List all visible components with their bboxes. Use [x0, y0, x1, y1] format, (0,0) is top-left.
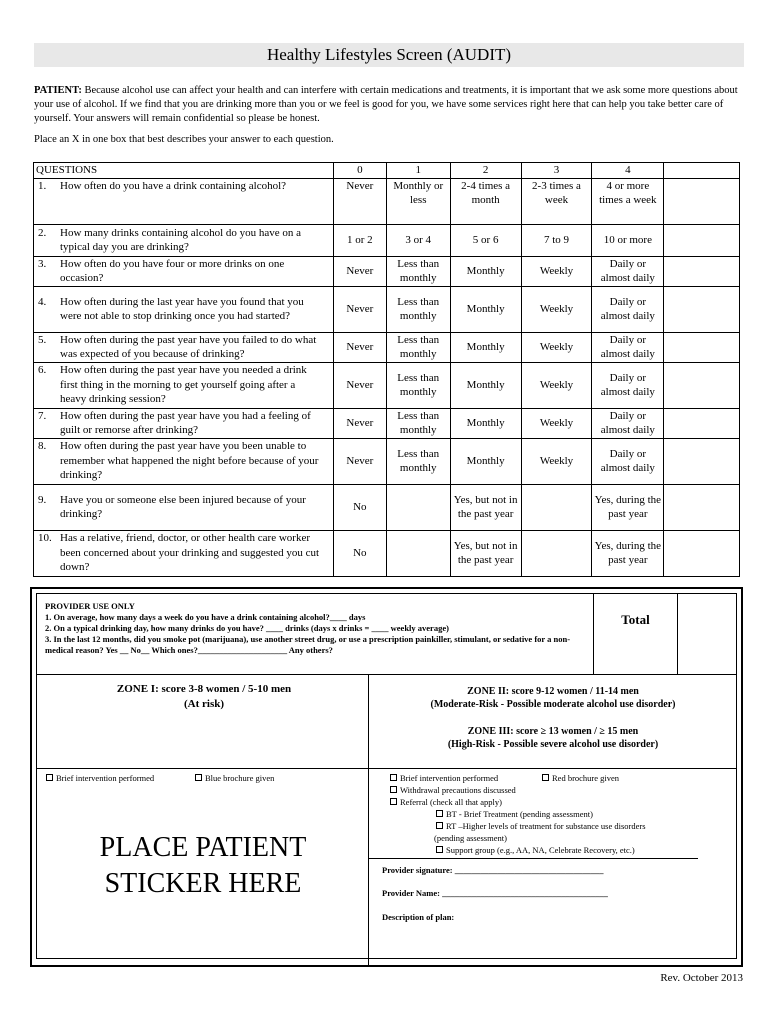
question-row	[34, 256, 740, 286]
checkbox-icon[interactable]	[436, 810, 443, 817]
check-label: RT –Higher levels of treatment for substance use disorders	[446, 821, 646, 831]
provider-name-field[interactable]: Provider Name: _______________________________________	[382, 888, 608, 898]
total-label: Total	[593, 594, 677, 674]
question-row	[34, 530, 740, 576]
patient-label: PATIENT:	[34, 85, 82, 96]
answer-option-1[interactable]: Less than monthly	[386, 332, 450, 362]
question-text-cell	[34, 484, 334, 530]
check-label: Withdrawal precautions discussed	[400, 785, 516, 795]
checkbox-icon[interactable]	[436, 846, 443, 853]
zone-1-risk: (At risk)	[183, 698, 225, 710]
question-text: How often during the past year have you failed to do what was expected of you because of drinking?	[60, 333, 317, 360]
answer-option-1[interactable]	[386, 530, 450, 576]
question-number: 1.	[38, 179, 47, 192]
question-text-cell	[34, 332, 334, 362]
question-text-cell	[34, 178, 334, 224]
score-cell[interactable]	[664, 530, 740, 576]
check-label: Red brochure given	[552, 773, 620, 783]
answer-option-4[interactable]: Daily or almost daily	[592, 332, 664, 362]
divider	[36, 768, 368, 769]
question-row	[34, 178, 740, 224]
checkbox-icon[interactable]	[542, 774, 549, 781]
answer-option-1[interactable]: Monthly or less	[386, 178, 450, 224]
divider	[368, 858, 698, 859]
provider-line-1: 1. On average, how many days a week do you have a drink containing alcohol?____ days	[45, 612, 366, 622]
bt-check[interactable]	[436, 809, 593, 821]
question-text: Have you or someone else been injured because of your drinking?	[60, 493, 306, 520]
referral-check[interactable]	[390, 797, 502, 809]
question-text: How often do you have a drink containing alcohol?	[60, 179, 287, 192]
check-label: Support group (e.g., AA, NA, Celebrate Recovery, etc.)	[446, 845, 635, 855]
provider-line-2: 2. On a typical drinking day, how many drinks do you have? ____ drinks (days x drinks = ____ weekly average)	[45, 623, 449, 633]
header-score-0: 0	[333, 163, 386, 179]
answer-option-4[interactable]: Daily or almost daily	[592, 286, 664, 332]
question-number: 8.	[38, 440, 47, 453]
header-score-3: 3	[521, 163, 592, 179]
answer-option-0[interactable]: Never	[333, 178, 386, 224]
question-row	[34, 408, 740, 438]
question-number: 7.	[38, 409, 47, 422]
answer-option-4[interactable]: Daily or almost daily	[592, 256, 664, 286]
answer-option-2[interactable]: Monthly	[450, 438, 521, 484]
zone-3-risk: (High-Risk - Possible severe alcohol use disorder)	[447, 739, 659, 750]
answer-option-3[interactable]: 2-3 times a week	[521, 178, 592, 224]
answer-option-0[interactable]: Never	[333, 438, 386, 484]
zone-3	[370, 725, 736, 751]
answer-option-2[interactable]: Monthly	[450, 256, 521, 286]
answer-option-2[interactable]: 5 or 6	[450, 224, 521, 256]
header-score-4: 4	[592, 163, 664, 179]
question-row	[34, 224, 740, 256]
header-questions: QUESTIONS	[34, 163, 334, 179]
question-number: 10.	[38, 532, 52, 545]
score-cell[interactable]	[664, 438, 740, 484]
answer-option-4[interactable]: Daily or almost daily	[592, 362, 664, 408]
provider-use-only-section	[37, 594, 593, 674]
zone-2-score: ZONE II: score 9-12 women / 11-14 men	[467, 686, 639, 697]
answer-option-3[interactable]: Weekly	[521, 256, 592, 286]
blue-brochure-check[interactable]	[195, 773, 274, 785]
answer-option-3[interactable]	[521, 530, 592, 576]
total-score-field[interactable]	[677, 594, 736, 674]
answer-option-3[interactable]: Weekly	[521, 408, 592, 438]
question-text: Has a relative, friend, doctor, or other health care worker been concerned about your drinking and suggested you cut down?	[60, 532, 320, 574]
question-number: 4.	[38, 295, 47, 308]
answer-option-0[interactable]: Never	[333, 332, 386, 362]
answer-option-3[interactable]	[521, 484, 592, 530]
rt-check[interactable]	[436, 821, 646, 833]
answer-option-4[interactable]: Daily or almost daily	[592, 438, 664, 484]
question-number: 3.	[38, 257, 47, 270]
answer-option-4[interactable]: Daily or almost daily	[592, 408, 664, 438]
check-label: Brief intervention performed	[56, 773, 155, 783]
score-cell[interactable]	[664, 286, 740, 332]
question-row	[34, 438, 740, 484]
question-text-cell	[34, 438, 334, 484]
answer-option-3[interactable]: Weekly	[521, 332, 592, 362]
zone-2	[370, 685, 736, 711]
question-text: How often during the past year have you had a feeling of guilt or remorse after drinking?	[60, 409, 311, 436]
question-row	[34, 484, 740, 530]
checkbox-icon[interactable]	[390, 786, 397, 793]
answer-option-2[interactable]: Yes, but not in the past year	[450, 530, 521, 576]
answer-option-0[interactable]: 1 or 2	[333, 224, 386, 256]
answer-option-0[interactable]: Never	[333, 256, 386, 286]
question-text-cell	[34, 362, 334, 408]
answer-option-4[interactable]: 4 or more times a week	[592, 178, 664, 224]
checkbox-icon[interactable]	[195, 774, 202, 781]
question-row	[34, 286, 740, 332]
table-header-row	[34, 163, 740, 179]
question-text-cell	[34, 286, 334, 332]
answer-option-4[interactable]: 10 or more	[592, 224, 664, 256]
answer-option-3[interactable]: Weekly	[521, 438, 592, 484]
rt-pending: (pending assessment)	[434, 833, 507, 843]
provider-signature-field[interactable]: Provider signature: ___________________________________	[382, 865, 604, 875]
question-text: How often during the past year have you needed a drink first thing in the morning to get yourself going after a heavy drinking session?	[60, 364, 307, 406]
score-cell[interactable]	[664, 178, 740, 224]
right-brief-intervention-check[interactable]	[390, 773, 498, 785]
answer-option-2[interactable]: 2-4 times a month	[450, 178, 521, 224]
red-brochure-check[interactable]	[542, 773, 619, 785]
question-text-cell	[34, 224, 334, 256]
patient-sticker-area	[60, 830, 346, 902]
zone-1-score: ZONE I: score 3-8 women / 5-10 men	[116, 683, 292, 695]
patient-intro	[34, 84, 738, 126]
sticker-line-1: PLACE PATIENT	[99, 832, 307, 863]
plan-description-field[interactable]: Description of plan:	[382, 912, 455, 922]
check-label: Referral (check all that apply)	[400, 797, 502, 807]
answer-option-2[interactable]: Monthly	[450, 408, 521, 438]
score-cell[interactable]	[664, 408, 740, 438]
answer-option-1[interactable]: Less than monthly	[386, 438, 450, 484]
checkbox-icon[interactable]	[46, 774, 53, 781]
answer-option-3[interactable]: Weekly	[521, 362, 592, 408]
answer-option-4[interactable]: Yes, during the past year	[592, 530, 664, 576]
provider-heading: PROVIDER USE ONLY	[45, 601, 135, 611]
withdrawal-precautions-check[interactable]	[390, 785, 516, 797]
score-cell[interactable]	[664, 362, 740, 408]
question-row	[34, 332, 740, 362]
zone-1	[40, 682, 368, 712]
audit-questions-table	[33, 162, 740, 577]
question-number: 2.	[38, 226, 47, 239]
answer-option-0[interactable]: Never	[333, 286, 386, 332]
answer-option-3[interactable]: 7 to 9	[521, 224, 592, 256]
answer-option-0[interactable]: Never	[333, 362, 386, 408]
question-text: How many drinks containing alcohol do you have on a typical day you are drinking?	[60, 226, 302, 253]
left-brief-intervention-check[interactable]	[46, 773, 154, 785]
score-cell[interactable]	[664, 224, 740, 256]
divider	[36, 674, 737, 675]
answer-option-1[interactable]: Less than monthly	[386, 408, 450, 438]
header-blank	[664, 163, 740, 179]
answer-option-0[interactable]: Never	[333, 408, 386, 438]
score-cell[interactable]	[664, 484, 740, 530]
answer-option-2[interactable]: Monthly	[450, 362, 521, 408]
answer-option-4[interactable]: Yes, during the past year	[592, 484, 664, 530]
checkbox-icon[interactable]	[390, 774, 397, 781]
check-label: Brief intervention performed	[400, 773, 499, 783]
question-number: 6.	[38, 364, 47, 377]
check-label: Blue brochure given	[205, 773, 275, 783]
provider-line-3: 3. In the last 12 months, did you smoke pot (marijuana), use another street drug, or use a prescription painkiller, stimulant, or sedative for a non-medical reason? Yes __ No__ Which ones?_____________________ Any others?	[45, 634, 571, 655]
question-text: How often do you have four or more drinks on one occasion?	[60, 257, 285, 284]
revision-date: Rev. October 2013	[660, 972, 743, 984]
intro-text: Because alcohol use can affect your health and can interfere with certain medications and treatments, it is important that we ask some more questions about your use of alcohol. If we find that you are drinking more than you or we feel is good for you, we have some services right here that can help you take better care of yourself. Your answers will remain confidential so please be honest.	[34, 85, 738, 124]
score-cell[interactable]	[664, 332, 740, 362]
question-number: 9.	[38, 493, 47, 506]
divider	[368, 674, 369, 966]
divider	[368, 768, 737, 769]
question-text-cell	[34, 530, 334, 576]
instruction-text: Place an X in one box that best describes your answer to each question.	[34, 134, 334, 145]
answer-option-1[interactable]: Less than monthly	[386, 362, 450, 408]
answer-option-2[interactable]: Yes, but not in the past year	[450, 484, 521, 530]
checkbox-icon[interactable]	[436, 822, 443, 829]
question-text-cell	[34, 408, 334, 438]
answer-option-0[interactable]: No	[333, 484, 386, 530]
question-number: 5.	[38, 333, 47, 346]
form-title: Healthy Lifestyles Screen (AUDIT)	[34, 43, 744, 67]
zone-3-score: ZONE III: score ≥ 13 women / ≥ 15 men	[467, 726, 639, 737]
score-cell[interactable]	[664, 256, 740, 286]
check-label: BT - Brief Treatment (pending assessment)	[446, 809, 593, 819]
header-score-2: 2	[450, 163, 521, 179]
header-score-1: 1	[386, 163, 450, 179]
answer-option-1[interactable]: Less than monthly	[386, 286, 450, 332]
sticker-line-2: STICKER HERE	[104, 868, 302, 899]
answer-option-2[interactable]: Monthly	[450, 332, 521, 362]
support-group-check[interactable]	[436, 845, 635, 857]
answer-option-1[interactable]: 3 or 4	[386, 224, 450, 256]
answer-option-1[interactable]	[386, 484, 450, 530]
question-text: How often during the last year have you found that you were not able to stop drinking once you had started?	[60, 295, 304, 322]
question-row	[34, 362, 740, 408]
answer-option-1[interactable]: Less than monthly	[386, 256, 450, 286]
question-text-cell	[34, 256, 334, 286]
answer-option-0[interactable]: No	[333, 530, 386, 576]
question-text: How often during the past year have you been unable to remember what happened the night before because of your drinking?	[60, 440, 319, 482]
zone-2-risk: (Moderate-Risk - Possible moderate alcohol use disorder)	[430, 699, 676, 710]
answer-option-3[interactable]: Weekly	[521, 286, 592, 332]
answer-option-2[interactable]: Monthly	[450, 286, 521, 332]
checkbox-icon[interactable]	[390, 798, 397, 805]
